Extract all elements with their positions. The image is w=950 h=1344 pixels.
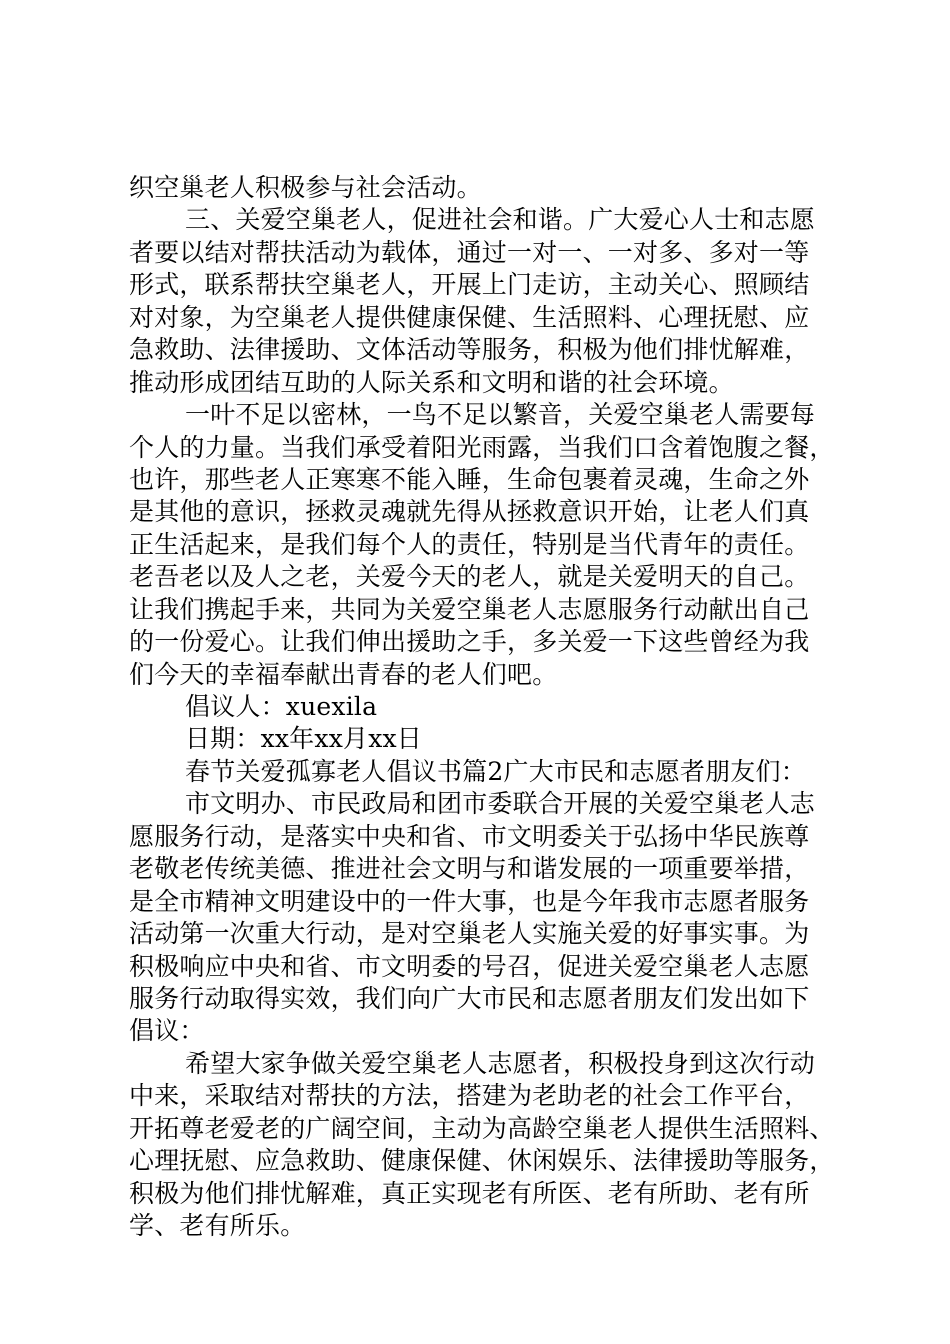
- text-line: 个人的力量。当我们承受着阳光雨露，当我们口含着饱腹之餐，: [129, 432, 835, 462]
- text-line: 倡议：: [129, 1016, 205, 1046]
- text-line: 心理抚慰、应急救助、健康保健、休闲娱乐、法律援助等服务，: [129, 1146, 835, 1176]
- text-line: 春节关爱孤寡老人倡议书篇2广大市民和志愿者朋友们：: [185, 756, 806, 786]
- text-line: 老吾老以及人之老，关爱今天的老人，就是关爱明天的自己。: [129, 562, 810, 592]
- text-line: 日期：xx年xx月xx日: [185, 724, 422, 754]
- text-line: 三、关爱空巢老人，促进社会和谐。广大爱心人士和志愿: [185, 205, 816, 235]
- text-line: 倡议人：xuexila: [185, 692, 378, 721]
- text-line: 市文明办、市民政局和团市委联合开展的关爱空巢老人志: [185, 789, 816, 819]
- text-line: 急救助、法律援助、文体活动等服务，积极为他们排忧解难，: [129, 335, 810, 365]
- text-line: 服务行动取得实效，我们向广大市民和志愿者朋友们发出如下: [129, 983, 810, 1013]
- text-line: 的一份爱心。让我们伸出援助之手，多关爱一下这些曾经为我: [129, 627, 810, 657]
- text-line: 也许，那些老人正寒寒不能入睡，生命包裹着灵魂，生命之外: [129, 464, 810, 494]
- text-line: 形式，联系帮扶空巢老人，开展上门走访，主动关心、照顾结: [129, 270, 810, 300]
- text-line: 积极响应中央和省、市文明委的号召，促进关爱空巢老人志愿: [129, 951, 810, 981]
- text-line: 老敬老传统美德、推进社会文明与和谐发展的一项重要举措，: [129, 854, 810, 884]
- text-line: 织空巢老人积极参与社会活动。: [129, 173, 482, 202]
- text-line: 愿服务行动，是落实中央和省、市文明委关于弘扬中华民族尊: [129, 821, 810, 851]
- text-line: 希望大家争做关爱空巢老人志愿者，积极投身到这次行动: [185, 1048, 816, 1078]
- text-line: 对对象，为空巢老人提供健康保健、生活照料、心理抚慰、应: [129, 302, 810, 332]
- text-line: 是全市精神文明建设中的一件大事，也是今年我市志愿者服务: [129, 886, 810, 916]
- text-line: 开拓尊老爱老的广阔空间，主动为高龄空巢老人提供生活照料、: [129, 1113, 835, 1143]
- text-line: 学、老有所乐。: [129, 1211, 306, 1240]
- document-body: [129, 172, 841, 1242]
- text-line: 正生活起来，是我们每个人的责任，特别是当代青年的责任。: [129, 529, 810, 559]
- text-line: 让我们携起手来，共同为关爱空巢老人志愿服务行动献出自己: [129, 594, 810, 624]
- text-line: 们今天的幸福奉献出青春的老人们吧。: [129, 659, 558, 689]
- text-line: 一叶不足以密林，一鸟不足以繁音，关爱空巢老人需要每: [185, 400, 816, 430]
- text-line: 积极为他们排忧解难，真正实现老有所医、老有所助、老有所: [129, 1178, 810, 1208]
- text-line: 是其他的意识，拯救灵魂就先得从拯救意识开始，让老人们真: [129, 497, 810, 527]
- text-line: 活动第一次重大行动，是对空巢老人实施关爱的好事实事。为: [129, 919, 810, 949]
- text-line: 推动形成团结互助的人际关系和文明和谐的社会环境。: [129, 367, 734, 397]
- text-line: 中来，采取结对帮扶的方法，搭建为老助老的社会工作平台，: [129, 1081, 810, 1111]
- text-line: 者要以结对帮扶活动为载体，通过一对一、一对多、多对一等: [129, 237, 810, 267]
